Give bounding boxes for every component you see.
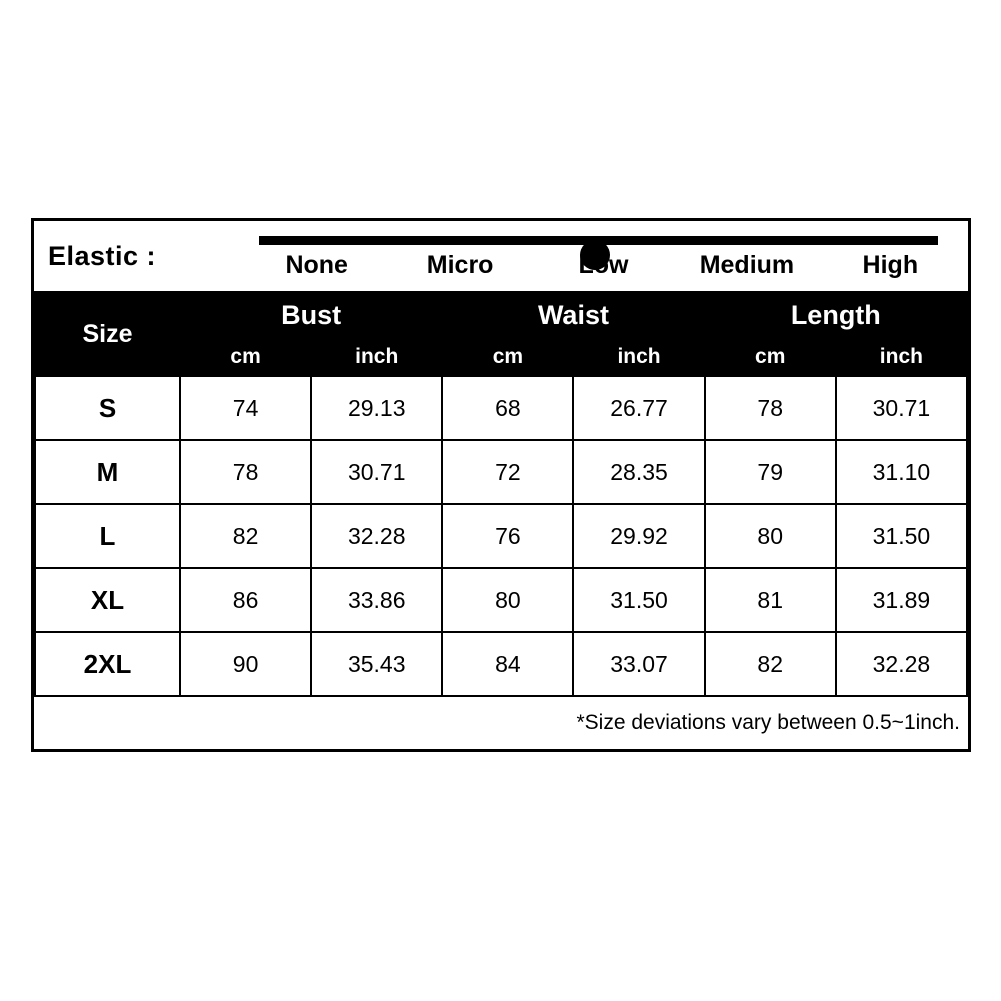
header-unit-length-cm: cm bbox=[705, 338, 836, 376]
header-group-length: Length bbox=[705, 292, 967, 338]
cell-waist-inch: 26.77 bbox=[573, 376, 704, 440]
row-size: XL bbox=[35, 568, 180, 632]
cell-length-cm: 79 bbox=[705, 440, 836, 504]
cell-length-cm: 78 bbox=[705, 376, 836, 440]
cell-waist-inch: 33.07 bbox=[573, 632, 704, 696]
deviation-note: *Size deviations vary between 0.5~1inch. bbox=[34, 697, 968, 749]
cell-waist-inch: 29.92 bbox=[573, 504, 704, 568]
cell-waist-inch: 31.50 bbox=[573, 568, 704, 632]
slider-tick-micro: Micro bbox=[426, 251, 494, 279]
cell-length-inch: 31.10 bbox=[836, 440, 967, 504]
header-unit-length-inch: inch bbox=[836, 338, 967, 376]
cell-waist-cm: 84 bbox=[442, 632, 573, 696]
elastic-scale-row bbox=[34, 221, 968, 291]
table-row bbox=[35, 376, 967, 440]
table-header-groups bbox=[35, 292, 967, 338]
cell-bust-cm: 78 bbox=[180, 440, 311, 504]
cell-bust-inch: 30.71 bbox=[311, 440, 442, 504]
slider-tick-none: None bbox=[285, 251, 348, 279]
slider-tick-labels bbox=[239, 251, 968, 280]
header-unit-bust-inch: inch bbox=[311, 338, 442, 376]
cell-waist-cm: 76 bbox=[442, 504, 573, 568]
cell-bust-inch: 33.86 bbox=[311, 568, 442, 632]
cell-waist-cm: 72 bbox=[442, 440, 573, 504]
slider-tick-medium: Medium bbox=[699, 251, 795, 279]
header-group-waist: Waist bbox=[442, 292, 704, 338]
cell-waist-inch: 28.35 bbox=[573, 440, 704, 504]
cell-bust-cm: 82 bbox=[180, 504, 311, 568]
row-size: 2XL bbox=[35, 632, 180, 696]
cell-bust-inch: 32.28 bbox=[311, 504, 442, 568]
cell-length-inch: 32.28 bbox=[836, 632, 967, 696]
slider-tick-high: High bbox=[862, 251, 919, 279]
table-row bbox=[35, 440, 967, 504]
table-row bbox=[35, 504, 967, 568]
cell-waist-cm: 68 bbox=[442, 376, 573, 440]
header-size: Size bbox=[35, 292, 180, 376]
header-unit-bust-cm: cm bbox=[180, 338, 311, 376]
cell-bust-cm: 74 bbox=[180, 376, 311, 440]
cell-bust-cm: 90 bbox=[180, 632, 311, 696]
header-unit-waist-cm: cm bbox=[442, 338, 573, 376]
cell-bust-inch: 29.13 bbox=[311, 376, 442, 440]
cell-waist-cm: 80 bbox=[442, 568, 573, 632]
cell-bust-cm: 86 bbox=[180, 568, 311, 632]
cell-length-cm: 81 bbox=[705, 568, 836, 632]
cell-length-inch: 31.50 bbox=[836, 504, 967, 568]
slider-track bbox=[259, 236, 938, 245]
slider-tick-low: Low bbox=[578, 251, 629, 279]
cell-length-cm: 82 bbox=[705, 632, 836, 696]
header-unit-waist-inch: inch bbox=[573, 338, 704, 376]
measurements-table bbox=[34, 291, 968, 697]
elastic-label: Elastic : bbox=[48, 240, 157, 271]
row-size: M bbox=[35, 440, 180, 504]
size-chart bbox=[31, 218, 971, 752]
cell-length-inch: 30.71 bbox=[836, 376, 967, 440]
row-size: L bbox=[35, 504, 180, 568]
table-row bbox=[35, 632, 967, 696]
table-row bbox=[35, 568, 967, 632]
cell-length-cm: 80 bbox=[705, 504, 836, 568]
cell-length-inch: 31.89 bbox=[836, 568, 967, 632]
header-group-bust: Bust bbox=[180, 292, 442, 338]
cell-bust-inch: 35.43 bbox=[311, 632, 442, 696]
row-size: S bbox=[35, 376, 180, 440]
elastic-slider[interactable] bbox=[239, 221, 968, 291]
